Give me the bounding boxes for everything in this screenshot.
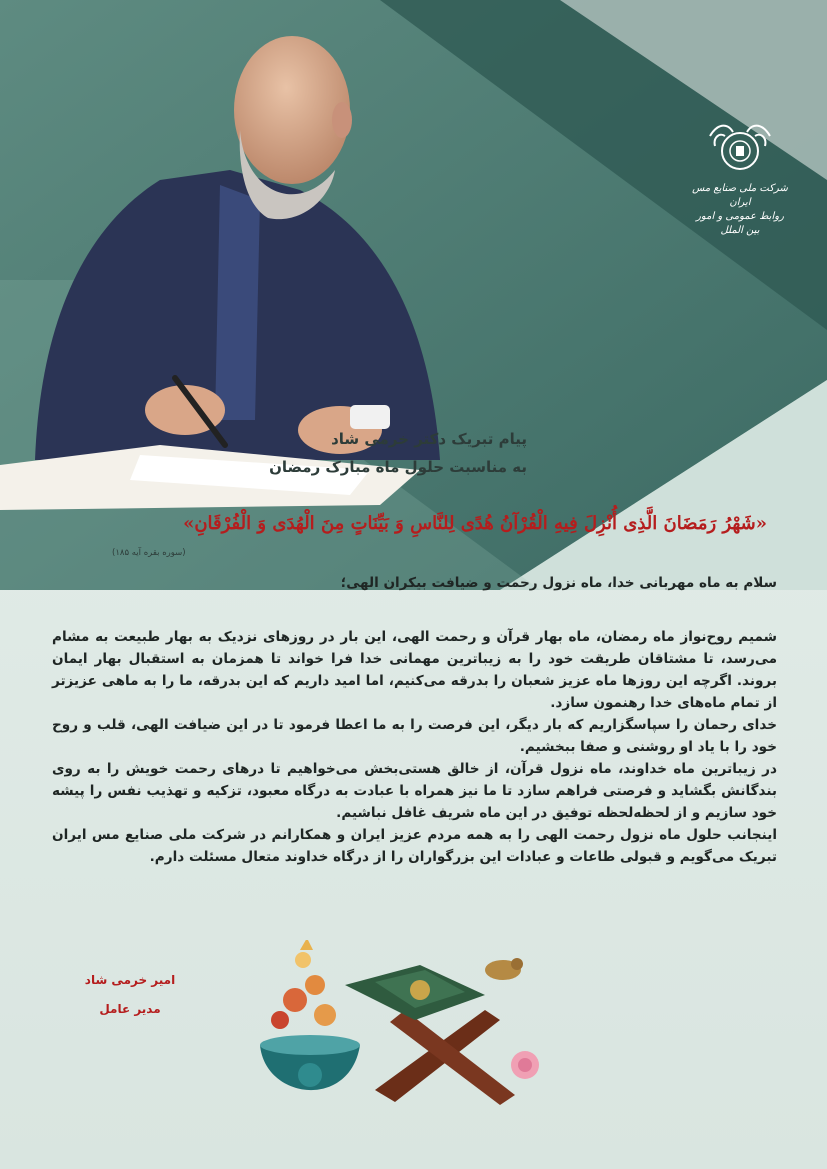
department-name: روابط عمومی و امور بین الملل — [696, 211, 784, 236]
heading-line-2: به مناسبت حلول ماه مبارک رمضان — [269, 458, 527, 476]
signature-title: مدیر عامل — [99, 1002, 161, 1016]
company-name: شرکت ملی صنایع مس ایران — [692, 183, 788, 208]
paragraph-4: اینجانب حلول ماه نزول رحمت الهی را به همه مردم عزیز ایران و همکارانم در شرکت ملی صنایع مس ایران تبریک می‌گویم و قبولی طاعات و عبادات این بزرگواران را از درگاه خداوند متعال مسئلت دارم. — [52, 827, 777, 865]
message-body — [52, 626, 777, 868]
paragraph-3: در زیباترین ماه خداوند، ماه نزول قرآن، از خالق هستی‌بخش می‌خواهیم تا درهای رحمت خویش را به روی بندگانش بگشاید و فرصتی فراهم سازد تا ما نیز همراه با عبادت به درگاه معبود، تزکیه و تهذیب نفس را پیشه خود سازیم و از لحظه‌لحظه توفیق در این ماه شریف غافل نباشیم. — [52, 761, 777, 821]
signature-name: امیر خرمی شاد — [84, 973, 176, 987]
heading-line-1: پیام تبریک دکتر خرمی شاد — [331, 430, 527, 448]
verse-reference: (سوره بقره آیه ۱۸۵) — [112, 548, 186, 558]
quran-verse: «شَهْرُ رَمَضَانَ الَّذِی أُنْزِلَ فِیهِ الْقُرْآنُ هُدًی لِلنَّاسِ وَ بَیِّنَاتٍ مِنَ الْهُدَی وَ الْفُرْقَانِ» — [183, 513, 767, 534]
paragraph-2: خدای رحمان را سپاسگزاریم که بار دیگر، این فرصت را به ما اعطا فرمود تا در این ضیافت الهی، قلب و روح خود را با یاد او روشنی و صفا ببخشیم. — [52, 717, 777, 755]
paragraph-1: شمیم روح‌نواز ماه رمضان، ماه بهار قرآن و رحمت الهی، این بار در روزهای نزدیک به بهار طبیعت به مشام می‌رسد، تا مشتاقان طریقت خود را به زیباترین مهمانی خدا فرا خواند تا همزمان به استقبال بهار ایمان بروند. اگرچه این روزها ماه عزیز شعبان را بدرقه می‌کنیم، اما امید داریم که این بدرقه، ما را به ماهی عزیزتر از تمام ماه‌های خدا رهنمون سازد. — [52, 629, 777, 711]
decorative-illustration — [255, 940, 555, 1120]
company-logo — [690, 118, 790, 238]
emblem-icon — [705, 118, 775, 178]
greeting-line: سلام به ماه مهربانی خدا، ماه نزول رحمت و ضیافت بیکران الهی؛ — [340, 575, 777, 591]
quran-bowl-illustration — [255, 940, 555, 1120]
